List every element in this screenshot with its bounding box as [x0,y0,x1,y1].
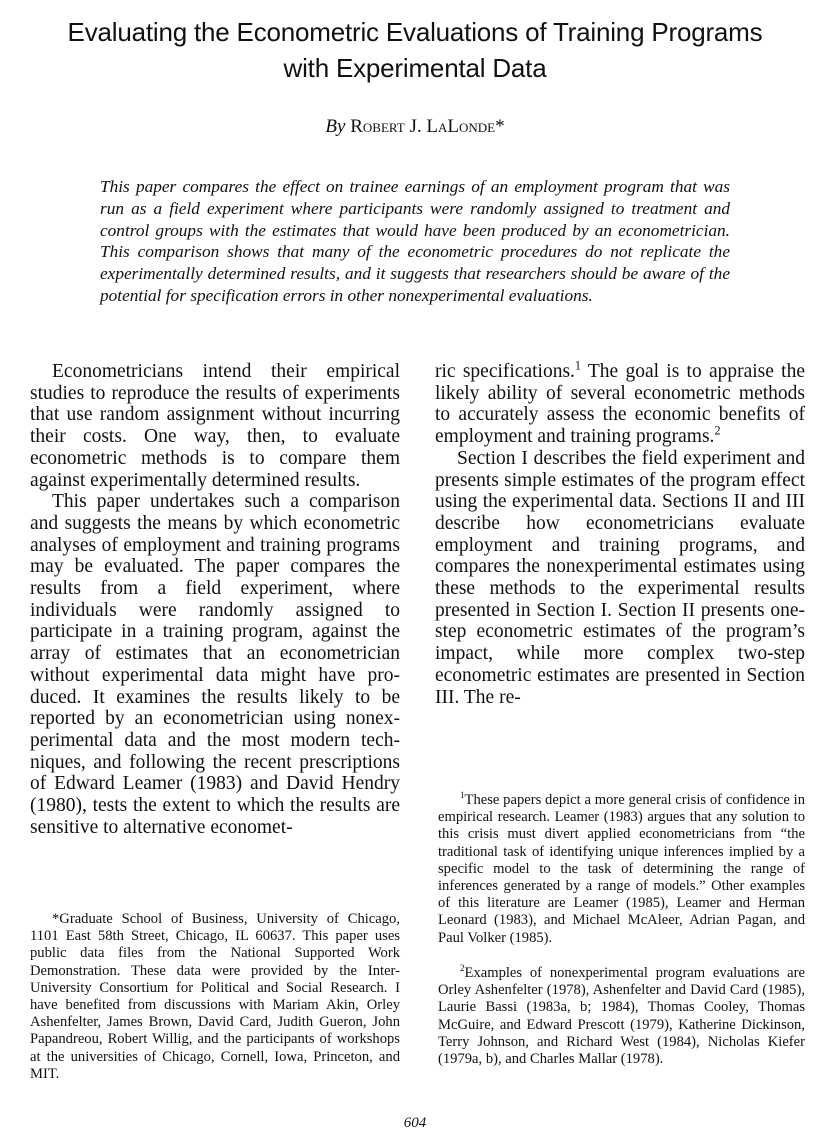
footnote-ref-2[interactable]: 2 [714,423,721,438]
body-paragraph: This paper undertakes such a comparison and suggests the means by which econometric analyses of employment and training programs may be evaluated. The paper compares the results from a field experiment, where individuals were randomly assigned to participate in a training program, against the array of estimates that an econometrician without experimental data might have produced. It examines the results likely to be reported by an econometrician using nonexperimental data and the most modern techniques, and following the recent prescriptions of Edward Leamer (1983) and David Hendry (1980), tests the extent to which the results are sensitive to alternative economet- [30,491,400,838]
byline [0,115,830,139]
footnote-mark: * [52,911,60,927]
body-column-left [30,361,400,838]
title-line-1: Evaluating the Econometric Evaluations of Training Programs [67,17,763,47]
abstract: This paper compares the effect on trainee earnings of an employment program that was run as a field experiment where participants were randomly assigned to treatment and control groups with the estimates that would have been produced by an econometrician. This comparison shows that many of the econometric procedures do not replicate the experimentally determined results, and it suggests that researchers should be aware of the potential for specification errors in other nonexperimental evaluations. [100,177,730,305]
title-line-2: with Experimental Data [283,53,547,83]
footnote-1 [438,792,805,947]
footnote-affiliation [30,911,400,1083]
body-text: ric specifications. [435,361,575,382]
paper-title [0,14,830,86]
footnote-text: These papers depict a more general crisis of confidence in empirical research. Leamer (1983) argues that any solution to this crisis must divert applied econometricians from “the traditional task of identifying unique inferences implied by a specific model to the task of determining the range of inferences generated by a range of models.” Other examples of this literature are Leamer (1985), Leamer and Herman Leonard (1983), and Michael McAleer, Adrian Pagan, and Paul Volker (1985). [438,792,805,946]
body-column-right [435,358,806,708]
page-number: 604 [403,1115,427,1131]
body-paragraph: Econometricians intend their empirical studies to reproduce the results of experiments that use random assignment without incurring their costs. One way, then, to evaluate econometric methods is to compare them against experimentally determined results. [30,361,400,491]
body-paragraph: Section I describes the field experiment and presents simple estimates of the program effect using the experimental data. Sections II and III describe how econometricians evaluate employment and training programs, and compares the nonexperimental estimates using these methods to the experimental results presented in Section I. Section II presents one-step econometric estimates of the program’s impact, while more complex two-step econometric estimates are presented in Section III. The re- [435,447,805,708]
author-name: Robert J. LaLonde [350,116,496,137]
footnote-mark: 2 [460,963,465,974]
footnote-2 [438,965,805,1068]
body-text: The goal is to appraise the likely ability of several econometric methods to accurately assess the economic benefits of employment and training programs. [435,361,806,448]
footnote-text: Examples of nonexperimental program evaluations are Orley Ashenfelter (1978), Ashenfelter and David Card (1985), Laurie Bassi (1983a, b; 1984), Thomas Cooley, Thomas McGuire, and Edward Prescott (1979), Katherine Dickinson, Terry Johnson, and Richard West (1984), Nicholas Kiefer (1979a, b), and Charles Mallar (1978). [438,965,805,1068]
body-paragraph [435,358,806,448]
footnote-text: Graduate School of Business, University of Chicago, 1101 East 58th Street, Chicago, IL 60637. This paper uses public data files from the National Supported Work Demonstration. These data were provided by the Inter-University Consortium for Political and Social Research. I have benefited from discussions with Mariam Akin, Orley Ashenfelter, James Brown, David Card, Judith Gueron, John Papandreou, Robert Willig, and the participants of workshops at the universities of Chicago, Cornell, Iowa, Princeton, and MIT. [30,911,400,1082]
byline-by: By [325,116,346,137]
footnote-ref-1[interactable]: 1 [574,358,581,373]
footnote-mark: 1 [460,790,465,801]
author-footnote-mark: * [495,116,505,137]
